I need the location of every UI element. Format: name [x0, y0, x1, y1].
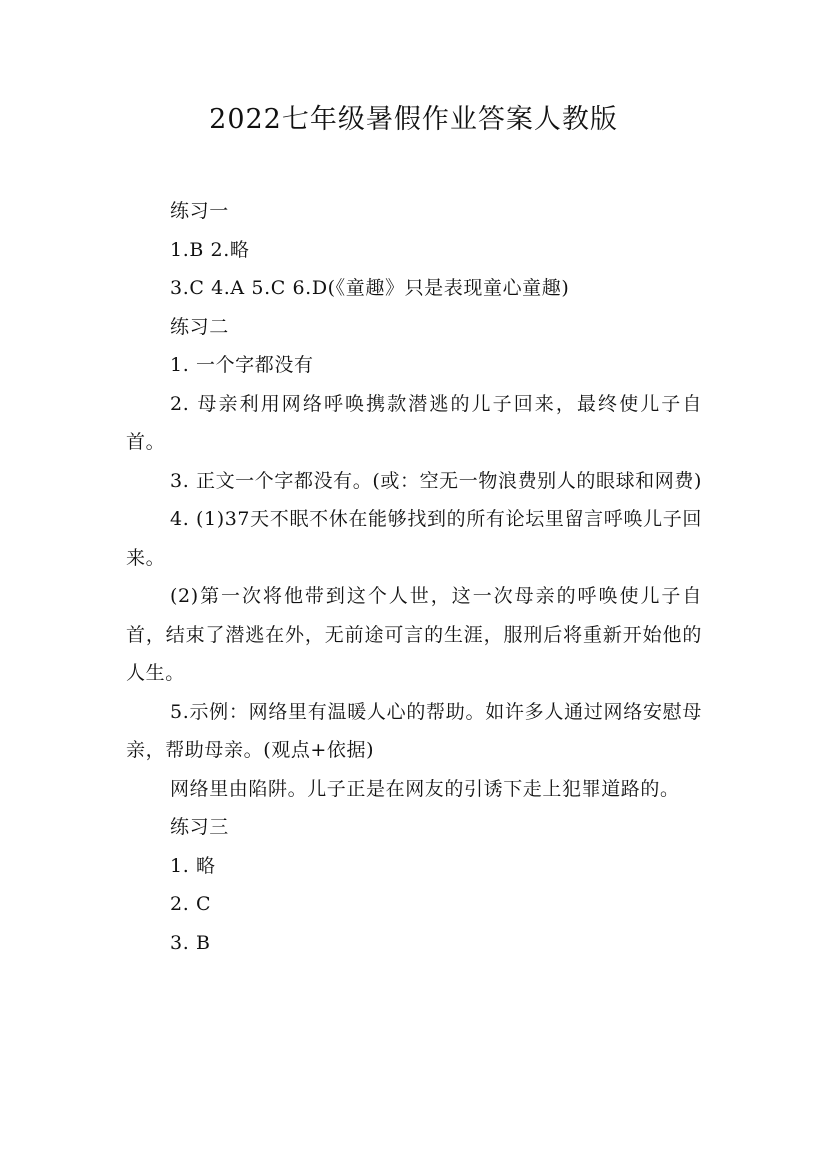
answer-line: 3. B [170, 931, 211, 954]
answer-line: 4. (1)37天不眠不休在能够找到的所有论坛里留言呼唤儿子回来。 [126, 508, 702, 569]
document-title: 2022七年级暑假作业答案人教版 [209, 104, 618, 135]
answer-line: 2. C [170, 893, 212, 915]
answer-line: 3.C 4.A 5.C 6.D(《童趣》只是表现童心童趣) [170, 277, 570, 299]
answer-line: 3. 正文一个字都没有。(或：空无一物浪费别人的眼球和网费) [170, 469, 702, 492]
answer-line: 1. 一个字都没有 [170, 354, 314, 376]
section-heading-exercise-2: 练习二 [170, 315, 229, 338]
answer-line: 2. 母亲利用网络呼唤携款潜逃的儿子回来，最终使儿子自首。 [126, 392, 702, 453]
answer-line: 1.B 2.略 [170, 238, 250, 261]
answer-line: 1. 略 [170, 854, 216, 877]
section-heading-exercise-1: 练习一 [170, 200, 229, 222]
section-heading-exercise-3: 练习三 [170, 816, 229, 838]
answer-line: 5.示例：网络里有温暖人心的帮助。如许多人通过网络安慰母亲，帮助母亲。(观点+依据) [126, 700, 702, 761]
answer-line: 网络里由陷阱。儿子正是在网友的引诱下走上犯罪道路的。 [170, 777, 680, 800]
document-body [126, 192, 702, 962]
answer-line: (2)第一次将他带到这个人世，这一次母亲的呼唤使儿子自首，结束了潜逃在外，无前途可言的生涯，服刑后将重新开始他的人生。 [126, 585, 702, 684]
